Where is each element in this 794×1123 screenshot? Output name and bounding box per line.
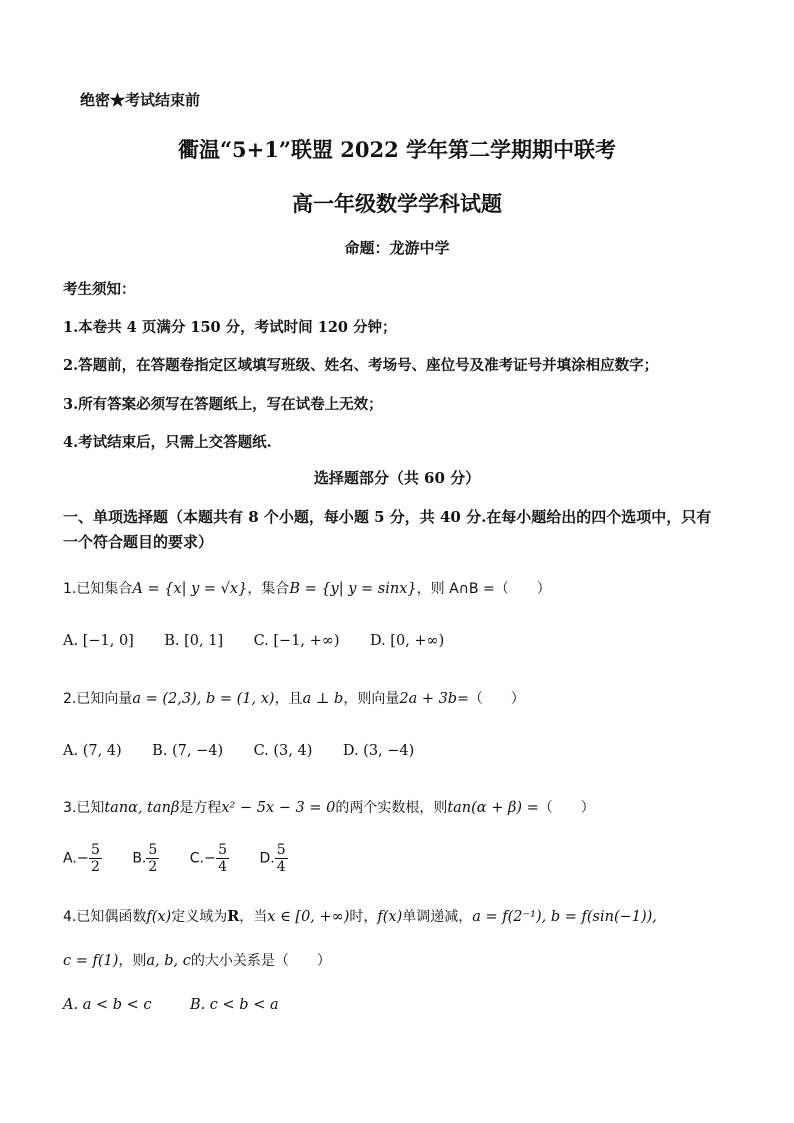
q3-option-c: C.− $\frac{5}{4}$ bbox=[189, 842, 228, 875]
q3-option-a: A.− $\frac{5}{2}$ bbox=[63, 842, 100, 875]
q4-mid4: 单调递减， bbox=[402, 909, 473, 925]
q2-option-b: B. (7, −4) bbox=[152, 743, 224, 759]
q2-mid: ，且 bbox=[274, 691, 303, 707]
exam-setter: 命题：龙游中学 bbox=[344, 239, 450, 257]
q4-line2-suffix: 的大小关系是（ ） bbox=[190, 953, 331, 969]
q3-option-b: B. $\frac{5}{2}$ bbox=[132, 842, 158, 875]
question-4-line-2 bbox=[63, 950, 331, 970]
q3-option-d-fraction: $\frac{5}{4}$ bbox=[276, 842, 286, 875]
q4-definitions: a = f(2⁻¹), b = f(sin(−1)), bbox=[472, 909, 657, 925]
q4-condition: x ∈ [0, +∞) bbox=[267, 909, 350, 925]
notice-item-1: 1.本卷共 4 页满分 150 分，考试时间 120 分钟； bbox=[63, 319, 397, 336]
q3-mid: 是方程 bbox=[179, 800, 222, 816]
question-3-options bbox=[63, 842, 314, 875]
q1-suffix: ，则 A∩B =（ ） bbox=[416, 581, 551, 597]
q4-mid3: 时， bbox=[349, 909, 378, 925]
q4-def-c: c = f(1) bbox=[63, 953, 119, 969]
q1-option-d: D. [0, +∞) bbox=[369, 633, 445, 649]
notice-item-3: 3.所有答案必须写在答题纸上，写在试卷上无效； bbox=[63, 396, 383, 413]
q2-prefix: 2.已知向量 bbox=[63, 691, 133, 707]
question-2 bbox=[63, 688, 525, 708]
q4-function-2: f(x) bbox=[377, 909, 403, 925]
q2-mid2: ，则向量 bbox=[343, 691, 400, 707]
q1-set-a: A = {x| y = √x} bbox=[132, 581, 248, 597]
question-4-options bbox=[63, 997, 305, 1013]
q3-prefix: 3.已知 bbox=[63, 800, 105, 816]
q1-mid: ，集合 bbox=[247, 581, 290, 597]
question-3 bbox=[63, 797, 595, 817]
q1-option-b: B. [0, 1] bbox=[164, 633, 224, 649]
q3-option-d: D. $\frac{5}{4}$ bbox=[259, 842, 286, 875]
q3-option-b-fraction: $\frac{5}{2}$ bbox=[148, 842, 158, 875]
question-1-options bbox=[63, 633, 470, 649]
q1-option-a: A. [−1, 0] bbox=[63, 633, 134, 649]
q4-domain: R bbox=[227, 908, 240, 925]
q3-roots: tanα, tanβ bbox=[104, 800, 180, 816]
section-title: 选择题部分（共 60 分） bbox=[313, 469, 481, 487]
exam-subtitle: 高一年级数学学科试题 bbox=[292, 191, 502, 216]
q4-option-b: B. c < b < a bbox=[189, 997, 279, 1013]
question-4 bbox=[63, 906, 657, 926]
q1-option-c: C. [−1, +∞) bbox=[253, 633, 340, 649]
q2-option-a: A. (7, 4) bbox=[63, 743, 122, 759]
part-instruction-line-2: 一个符合题目的要求） bbox=[63, 533, 214, 551]
q4-prefix: 4.已知偶函数 bbox=[63, 909, 147, 925]
q4-function: f(x) bbox=[146, 909, 172, 925]
q4-line2-mid: ，则 bbox=[118, 953, 147, 969]
q2-target: 2a + 3b bbox=[399, 691, 458, 707]
q3-option-c-fraction: $\frac{5}{4}$ bbox=[218, 842, 228, 875]
q4-option-a: A. a < b < c bbox=[63, 997, 152, 1013]
q2-suffix: =（ ） bbox=[457, 691, 525, 707]
q1-prefix: 1.已知集合 bbox=[63, 581, 133, 597]
notice-item-4: 4.考试结束后，只需上交答题纸. bbox=[63, 434, 272, 451]
confidential-label: 绝密★考试结束前 bbox=[80, 91, 201, 109]
q4-variables: a, b, c bbox=[146, 953, 191, 969]
q3-suffix: （ ） bbox=[538, 800, 595, 816]
q4-mid2: ，当 bbox=[239, 909, 268, 925]
q2-option-d: D. (3, −4) bbox=[342, 743, 415, 759]
notice-item-2: 2.答题前，在答题卷指定区域填写班级、姓名、考场号、座位号及准考证号并填涂相应数字； bbox=[63, 357, 659, 374]
exam-title: 衢温“5+1”联盟 2022 学年第二学期期中联考 bbox=[177, 137, 617, 162]
q2-option-c: C. (3, 4) bbox=[253, 743, 313, 759]
part-instruction-line-1: 一、单项选择题（本题共有 8 个小题，每小题 5 分，共 40 分.在每小题给出的四个选项中，只有 bbox=[63, 508, 712, 526]
q3-option-a-fraction: $\frac{5}{2}$ bbox=[90, 842, 100, 875]
question-2-options bbox=[63, 743, 440, 759]
q3-mid2: 的两个实数根，则 bbox=[335, 800, 448, 816]
q1-set-b: B = {y| y = sinx} bbox=[289, 581, 417, 597]
q4-mid: 定义域为 bbox=[171, 909, 228, 925]
q3-target: tan(α + β) = bbox=[447, 800, 539, 816]
q2-condition: a ⊥ b bbox=[302, 691, 344, 707]
question-1 bbox=[63, 578, 551, 598]
q2-vectors: a = (2,3), b = (1, x) bbox=[132, 691, 275, 707]
q3-equation: x² − 5x − 3 = 0 bbox=[221, 800, 336, 816]
notice-title: 考生须知： bbox=[63, 281, 136, 298]
